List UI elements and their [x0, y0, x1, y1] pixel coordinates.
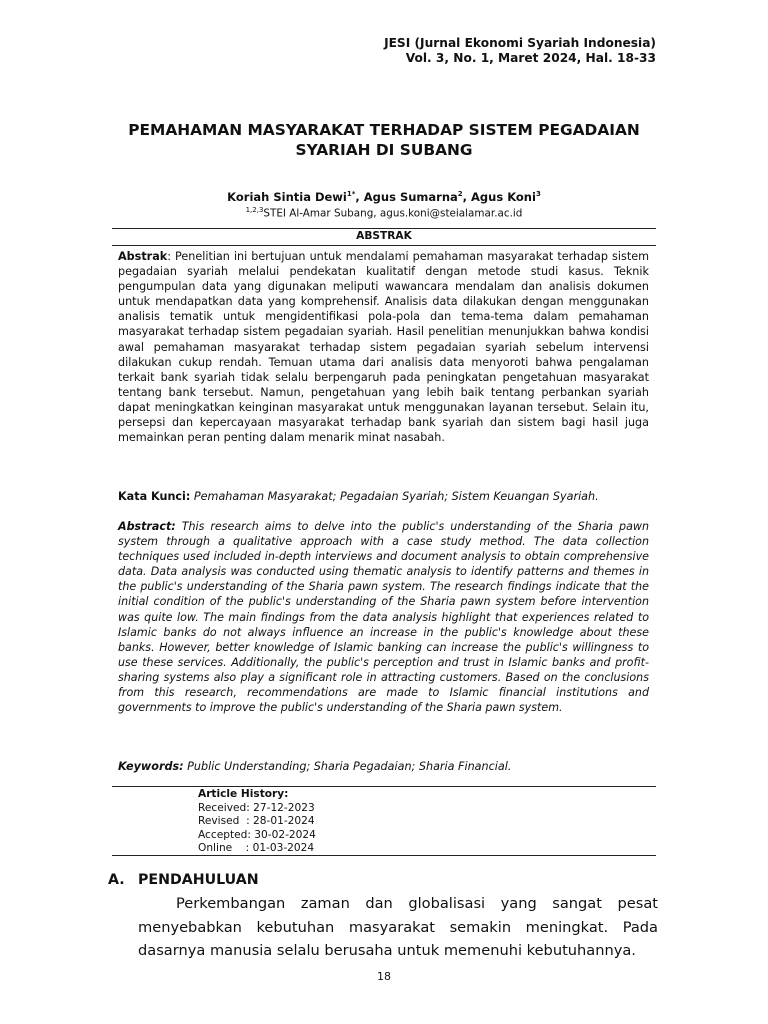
- keywords-en-label: Keywords:: [118, 760, 184, 773]
- history-revised: Revised : 28-01-2024: [198, 815, 315, 827]
- author-name: Koriah Sintia Dewi: [227, 190, 347, 204]
- affiliation: [108, 206, 660, 219]
- history-received: Received: 27-12-2023: [198, 801, 315, 814]
- keywords-label: Kata Kunci:: [118, 490, 191, 503]
- body-text: Perkembangan zaman dan globalisasi yang sangat pesat menyebabkan kebutuhan masyarakat semakin meningkat. Pada dasarnya manusia selalu berusaha untuk memenuhi kebutuhannya.: [138, 895, 658, 959]
- journal-volume: Vol. 3, No. 1, Maret 2024, Hal. 18-33: [405, 51, 656, 65]
- section-title: PENDAHULUAN: [138, 872, 259, 888]
- author-name: Agus Sumarna: [363, 190, 458, 204]
- history-heading: Article History:: [198, 788, 289, 800]
- affiliation-sup: 1,2,3: [245, 206, 264, 214]
- divider: [112, 855, 656, 856]
- keywords-text: Pemahaman Masyarakat; Pegadaian Syariah; Sistem Keuangan Syariah.: [190, 490, 599, 503]
- divider: [112, 786, 656, 787]
- divider: [112, 228, 656, 229]
- section-number: A.: [108, 872, 125, 888]
- keywords-en-text: Public Understanding; Sharia Pegadaian; Sharia Financial.: [183, 760, 512, 773]
- keywords-id: [118, 489, 649, 504]
- author-name: Agus Koni: [471, 190, 536, 204]
- abstract-heading: ABSTRAK: [356, 230, 412, 242]
- history-online: Online : 01-03-2024: [198, 842, 315, 854]
- history-accepted: Accepted: 30-02-2024: [198, 828, 316, 841]
- page-number: 18: [377, 970, 391, 983]
- abstract-id: [118, 249, 649, 445]
- abstract-label: Abstrak: [118, 250, 168, 263]
- abstract-en-label: Abstract:: [118, 520, 176, 533]
- journal-header: [384, 36, 656, 66]
- author-sup: 2: [457, 190, 463, 199]
- abstract-text: : Penelitian ini bertujuan untuk mendalami pemahaman masyarakat terhadap sistem pegadaian syariah melalui pendekatan kualitatif dengan metode studi kasus. Teknik pengumpulan data yang digunakan meliputi wawancara mendalam dan analisis dokumen untuk mendapatkan data yang komprehensif. Analisis data dilakukan dengan menggunakan analisis tematik untuk mengidentifikasi pola-pola dan tema-tema dalam pemahaman masyarakat terhadap sistem pegadaian syariah. Hasil penelitian menunjukkan bahwa kondisi awal pemahaman masyarakat terhadap sistem pegadaian syariah sebelum intervensi dilakukan cukup rendah. Temuan utama dari analisis data menyoroti bahwa pengalaman terkait bank syariah tidak selalu berpengaruh pada peningkatan pengetahuan masyarakat tentang bank tersebut. Namun, pengetahuan yang lebih baik tentang perbankan syariah dapat meningkatkan keinginan masyarakat untuk menggunakan layanan tersebut. Selain itu, persepsi dan kepercayaan masyarakat terhadap bank syariah dan sistem bagi hasil juga memainkan peran penting dalam menarik minat nasabah.: [118, 250, 649, 445]
- article-history: [198, 788, 316, 856]
- title-line-2: SYARIAH DI SUBANG: [295, 141, 473, 159]
- keywords-en: [118, 759, 649, 774]
- body-paragraph: [138, 892, 658, 963]
- author-sup: 1*: [346, 190, 356, 199]
- journal-name: JESI (Jurnal Ekonomi Syariah Indonesia): [384, 36, 656, 50]
- title-line-1: PEMAHAMAN MASYARAKAT TERHADAP SISTEM PEGADAIAN: [128, 121, 640, 139]
- paper-title: [108, 120, 660, 160]
- abstract-en: [118, 519, 649, 715]
- author-sup: 3: [535, 190, 541, 199]
- abstract-en-text: This research aims to delve into the public's understanding of the Sharia pawn system through a qualitative approach with a case study method. The data collection techniques used included in-depth interviews and document analysis to obtain comprehensive data. Data analysis was conducted using thematic analysis to identify patterns and themes in the public's understanding of the Sharia pawn system. The research findings indicate that the initial condition of the public's understanding of the Sharia pawn system before intervention was quite low. The main findings from the data analysis highlight that experiences related to Islamic banks do not always influence an increase in the public's knowledge about these banks. However, better knowledge of Islamic banking can increase the public's willingness to use these services. Additionally, the public's perception and trust in Islamic banks and profit-sharing systems also play a significant role in attracting customers. Based on the conclusions from this research, recommendations are made to Islamic financial institutions and governments to improve the public's understanding of the Sharia pawn system.: [118, 520, 649, 715]
- section-heading: [108, 872, 259, 888]
- author-list: Koriah Sintia Dewi$^{1*}$, Agus Sumarna$^2$, Agus Koni$^3$: [227, 190, 541, 204]
- affiliation-text: STEI Al-Amar Subang, agus.koni@steialamar.ac.id: [263, 207, 523, 220]
- divider: [112, 245, 656, 246]
